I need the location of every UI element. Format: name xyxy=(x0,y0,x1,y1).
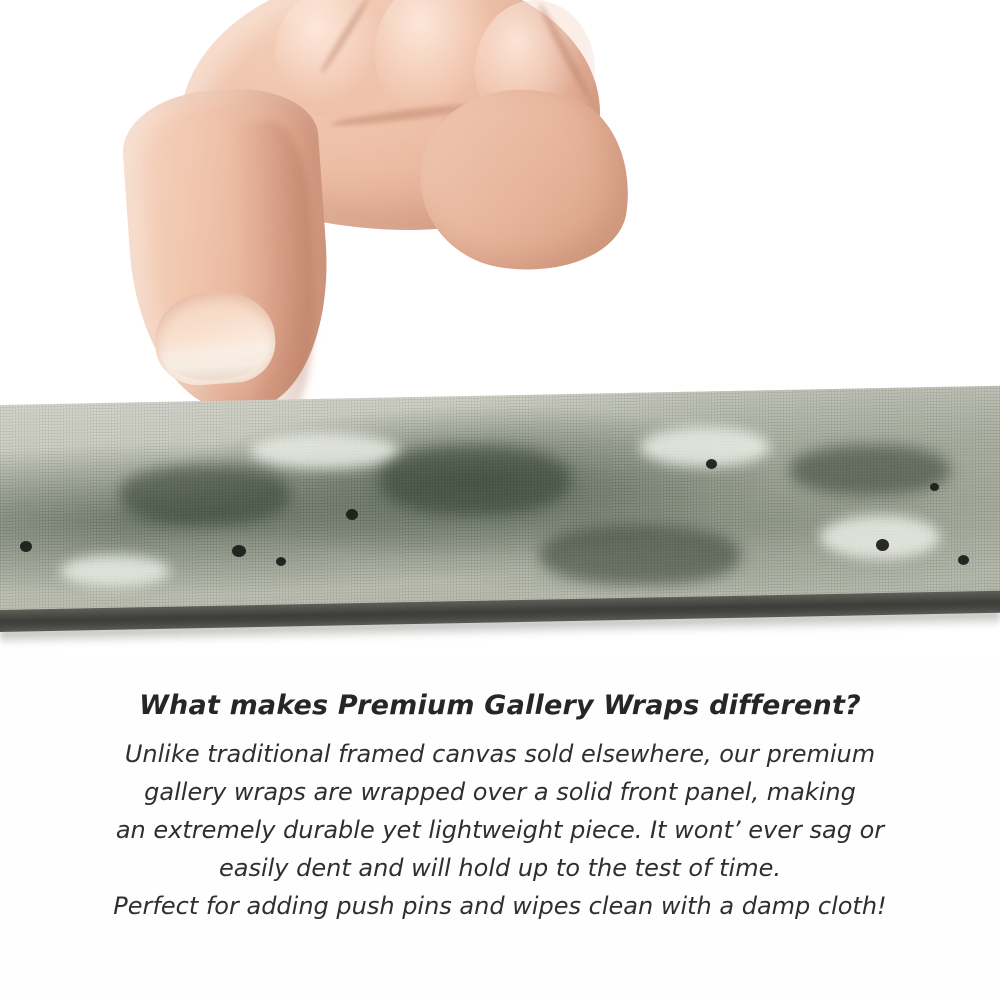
canvas-highlight xyxy=(640,427,770,467)
caption-line: easily dent and will hold up to the test of time. xyxy=(218,854,781,882)
canvas-shadow-patch xyxy=(120,465,290,525)
canvas-speck xyxy=(232,545,246,557)
canvas-speck xyxy=(346,509,358,520)
caption-heading: What makes Premium Gallery Wraps different? xyxy=(139,690,861,721)
canvas-speck xyxy=(20,541,32,552)
canvas-speck xyxy=(930,483,939,491)
canvas-shadow-patch xyxy=(790,445,950,495)
canvas-speck xyxy=(958,555,969,565)
hand-illustration xyxy=(120,0,600,420)
canvas-edge-block xyxy=(0,405,1000,660)
caption-block xyxy=(0,690,1000,925)
canvas-speck xyxy=(276,557,286,566)
canvas-shadow-patch xyxy=(380,445,570,515)
caption-line: gallery wraps are wrapped over a solid front panel, making xyxy=(144,778,856,806)
canvas-highlight xyxy=(250,433,400,469)
canvas-speck xyxy=(876,539,889,551)
caption-line: an extremely durable yet lightweight piece. It wont’ ever sag or xyxy=(115,816,885,844)
caption-line: Perfect for adding push pins and wipes clean with a damp cloth! xyxy=(113,892,887,920)
caption-line: Unlike traditional framed canvas sold elsewhere, our premium xyxy=(124,740,876,768)
canvas-highlight xyxy=(60,555,170,587)
canvas-shadow-patch xyxy=(540,525,740,585)
canvas-highlight xyxy=(820,515,940,559)
canvas-speck xyxy=(706,459,717,469)
